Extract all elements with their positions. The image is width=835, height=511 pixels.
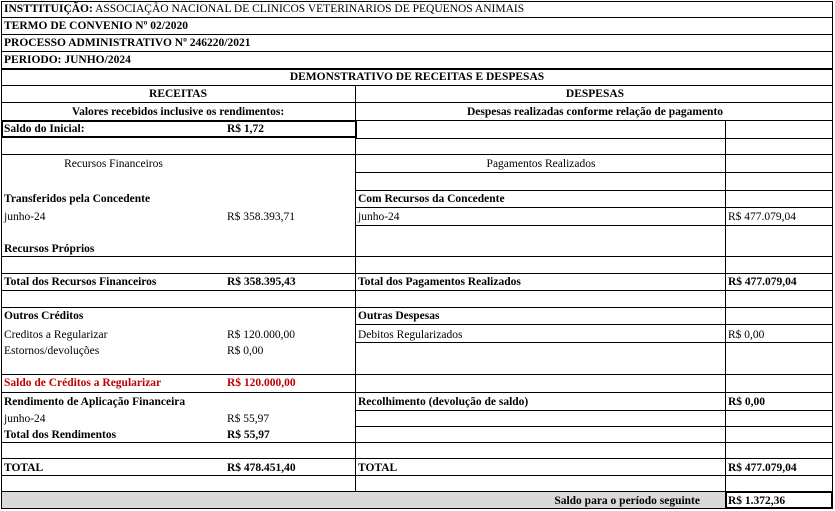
rule xyxy=(356,207,833,208)
total-recursos-value: R$ 358.395,43 xyxy=(227,276,296,288)
value-column-divider xyxy=(725,120,726,492)
com-recursos-label: Com Recursos da Concedente xyxy=(358,193,505,205)
rule xyxy=(356,138,833,139)
period-row: PERIODO: JUNHO/2024 xyxy=(1,52,833,69)
rule xyxy=(1,475,833,476)
rule xyxy=(356,273,833,274)
institution-label: INSTTITUIÇÃO: xyxy=(4,3,93,15)
rule xyxy=(1,273,355,274)
rule xyxy=(1,442,355,443)
statement-title: DEMONSTRATIVO DE RECEITAS E DESPESAS xyxy=(289,71,545,83)
recolhimento-label: Recolhimento (devolução de saldo) xyxy=(358,396,529,408)
rule xyxy=(1,102,833,103)
rule xyxy=(356,442,833,443)
recursos-financeiros-heading: Recursos Financeiros xyxy=(64,158,163,170)
transferidos-month: junho-24 xyxy=(4,211,46,223)
rule xyxy=(1,458,833,459)
rule xyxy=(356,374,833,375)
outras-despesas-label: Outras Despesas xyxy=(358,310,440,322)
rule xyxy=(1,374,355,375)
total-rendimentos-label: Total dos Rendimentos xyxy=(4,429,117,441)
rule xyxy=(356,172,833,173)
process-row: PROCESSO ADMINISTRATIVO Nº 246220/2021 xyxy=(1,35,833,52)
despesas-subtitle: Despesas realizadas conforme relação de pagamento xyxy=(466,106,724,118)
despesas-total-value: R$ 477.079,04 xyxy=(728,462,797,474)
estornos-label: Estornos/devoluções xyxy=(4,345,100,357)
rule xyxy=(356,307,833,308)
rendimento-value: R$ 55,97 xyxy=(227,413,270,425)
recursos-proprios-label: Recursos Próprios xyxy=(4,243,95,255)
receitas-total-value: R$ 478.451,40 xyxy=(227,462,296,474)
debitos-label: Debitos Regularizados xyxy=(358,329,463,341)
com-recursos-month: junho-24 xyxy=(358,211,400,223)
total-pagamentos-label: Total dos Pagamentos Realizados xyxy=(358,276,521,288)
rule xyxy=(356,154,833,155)
rule xyxy=(1,154,355,155)
rule xyxy=(356,290,833,291)
rule xyxy=(356,410,833,411)
saldo-creditos-value: R$ 120.000,00 xyxy=(227,377,296,389)
institution-row xyxy=(1,1,833,18)
total-pagamentos-value: R$ 477.079,04 xyxy=(728,276,797,288)
creditos-regularizar-value: R$ 120.000,00 xyxy=(227,329,296,341)
rule xyxy=(1,307,355,308)
rendimento-month: junho-24 xyxy=(4,413,46,425)
total-recursos-label: Total dos Recursos Financeiros xyxy=(4,276,157,288)
receitas-total-label: TOTAL xyxy=(4,462,44,474)
receitas-title: RECEITAS xyxy=(149,88,207,100)
recolhimento-value: R$ 0,00 xyxy=(728,396,766,408)
rule xyxy=(1,85,833,86)
saldo-inicial-value: R$ 1,72 xyxy=(227,123,265,135)
rule xyxy=(1,392,355,393)
saldo-inicial-label: Saldo do Inicial: xyxy=(4,123,85,135)
rule xyxy=(356,324,833,325)
rule xyxy=(1,290,355,291)
rule xyxy=(356,190,833,191)
debitos-value: R$ 0,00 xyxy=(728,329,765,341)
com-recursos-value: R$ 477.079,04 xyxy=(728,211,797,223)
rule xyxy=(356,426,833,427)
estornos-value: R$ 0,00 xyxy=(227,345,264,357)
despesas-total-label: TOTAL xyxy=(358,462,398,474)
transferidos-value: R$ 358.393,71 xyxy=(227,211,296,223)
transferidos-label: Transferidos pela Concedente xyxy=(4,193,151,205)
saldo-seguinte-value: R$ 1.372,36 xyxy=(728,495,786,507)
receitas-subtitle: Valores recebidos inclusive os rendimentos: xyxy=(71,106,285,118)
despesas-title: DESPESAS xyxy=(565,88,625,100)
term-row: TERMO DE CONVENIO Nº 02/2020 xyxy=(1,18,833,35)
rule xyxy=(356,225,833,226)
creditos-regularizar-label: Creditos a Regularizar xyxy=(4,329,108,341)
rule xyxy=(356,256,833,257)
outros-creditos-label: Outros Créditos xyxy=(4,310,84,322)
column-divider xyxy=(355,86,356,492)
pagamentos-realizados-heading: Pagamentos Realizados xyxy=(486,158,596,170)
total-rendimentos-value: R$ 55,97 xyxy=(227,429,270,441)
rule xyxy=(356,342,833,343)
saldo-seguinte-label: Saldo para o período seguinte xyxy=(554,495,700,507)
rendimento-label: Rendimento de Aplicação Financeira xyxy=(4,396,186,408)
institution-value: ASSOCIAÇÃO NACIONAL DE CLINICOS VETERINARIOS DE PEQUENOS ANIMAIS xyxy=(95,3,525,15)
saldo-creditos-label: Saldo de Créditos a Regularizar xyxy=(4,377,162,389)
rule xyxy=(356,392,833,393)
rule xyxy=(1,256,355,257)
